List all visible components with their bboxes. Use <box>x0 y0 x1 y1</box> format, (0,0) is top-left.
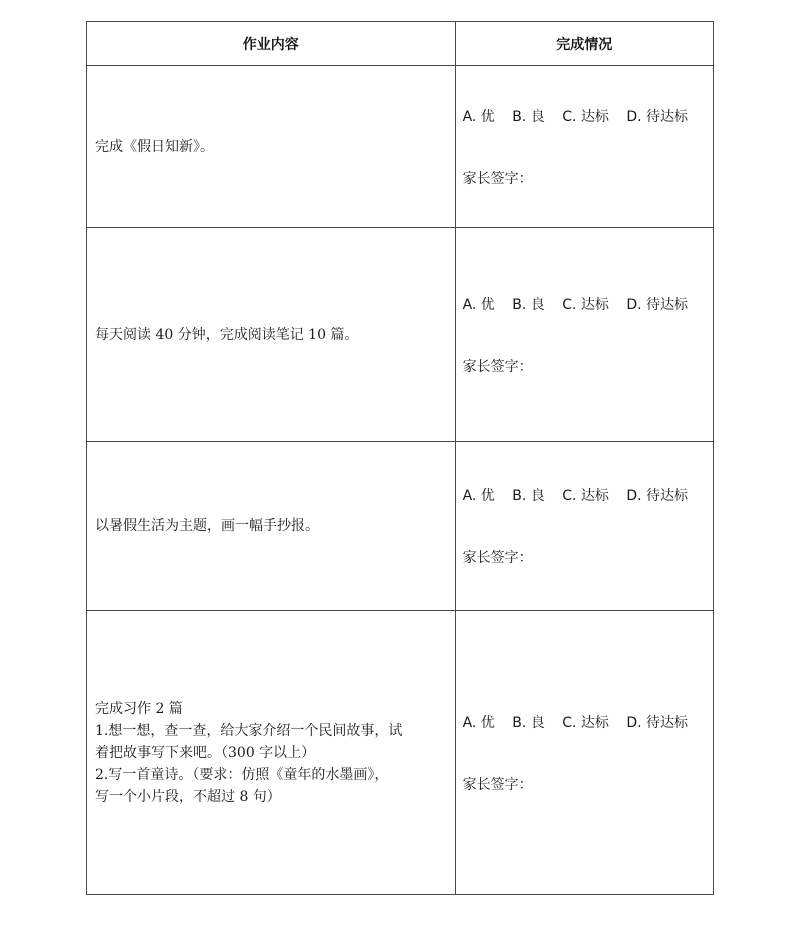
parent-signature-label: 家长签字： <box>462 358 533 375</box>
grade-option-c: C. 达标 <box>562 714 609 731</box>
grade-option-d: D. 待达标 <box>626 296 689 313</box>
table-row <box>87 228 714 442</box>
homework-table <box>86 21 714 895</box>
grade-options <box>463 294 713 314</box>
grade-option-c: C. 达标 <box>562 108 609 125</box>
table-row <box>87 66 714 228</box>
task-line: 着把故事写下来吧。（300 字以上） <box>95 744 316 761</box>
status-cell <box>455 228 713 442</box>
task-cell <box>87 228 456 442</box>
grade-option-a: A. 优 <box>462 296 495 313</box>
task-cell <box>87 611 456 895</box>
grade-options <box>463 712 713 732</box>
task-line: 完成习作 2 篇 <box>95 700 183 717</box>
grade-option-c: C. 达标 <box>562 296 609 313</box>
header-completion-status: 完成情况 <box>455 22 713 66</box>
task-text: 完成《假日知新》。 <box>95 138 214 155</box>
grade-option-b: B. 良 <box>512 714 545 731</box>
parent-signature-label: 家长签字： <box>462 776 533 793</box>
grade-option-b: B. 良 <box>512 108 545 125</box>
task-line: 2.写一首童诗。（要求：仿照《童年的水墨画》， <box>95 766 389 783</box>
grade-option-d: D. 待达标 <box>626 714 689 731</box>
status-cell <box>455 442 713 611</box>
parent-signature-label: 家长签字： <box>462 170 533 187</box>
grade-option-a: A. 优 <box>462 108 495 125</box>
grade-option-b: B. 良 <box>512 488 545 504</box>
grade-option-c: C. 达标 <box>562 488 609 504</box>
table-row <box>87 611 714 895</box>
header-task-content: 作业内容 <box>87 22 456 66</box>
task-cell <box>87 66 456 228</box>
grade-options <box>463 485 713 505</box>
task-text-block <box>95 698 449 808</box>
status-cell <box>455 66 713 228</box>
grade-option-d: D. 待达标 <box>626 488 689 504</box>
task-text: 以暑假生活为主题，画一幅手抄报。 <box>95 518 319 534</box>
table-header-row <box>87 22 714 66</box>
grade-option-b: B. 良 <box>512 296 545 313</box>
table-row <box>87 442 714 611</box>
grade-option-d: D. 待达标 <box>626 108 689 125</box>
grade-options <box>463 106 713 126</box>
task-line: 1.想一想，查一查，给大家介绍一个民间故事，试 <box>95 722 403 739</box>
grade-option-a: A. 优 <box>462 488 495 504</box>
grade-option-a: A. 优 <box>462 714 495 731</box>
parent-signature-label: 家长签字： <box>462 550 533 566</box>
task-cell <box>87 442 456 611</box>
status-cell <box>455 611 713 895</box>
task-line: 写一个小片段，不超过 8 句） <box>95 788 281 805</box>
task-text: 每天阅读 40 分钟，完成阅读笔记 10 篇。 <box>95 326 359 343</box>
